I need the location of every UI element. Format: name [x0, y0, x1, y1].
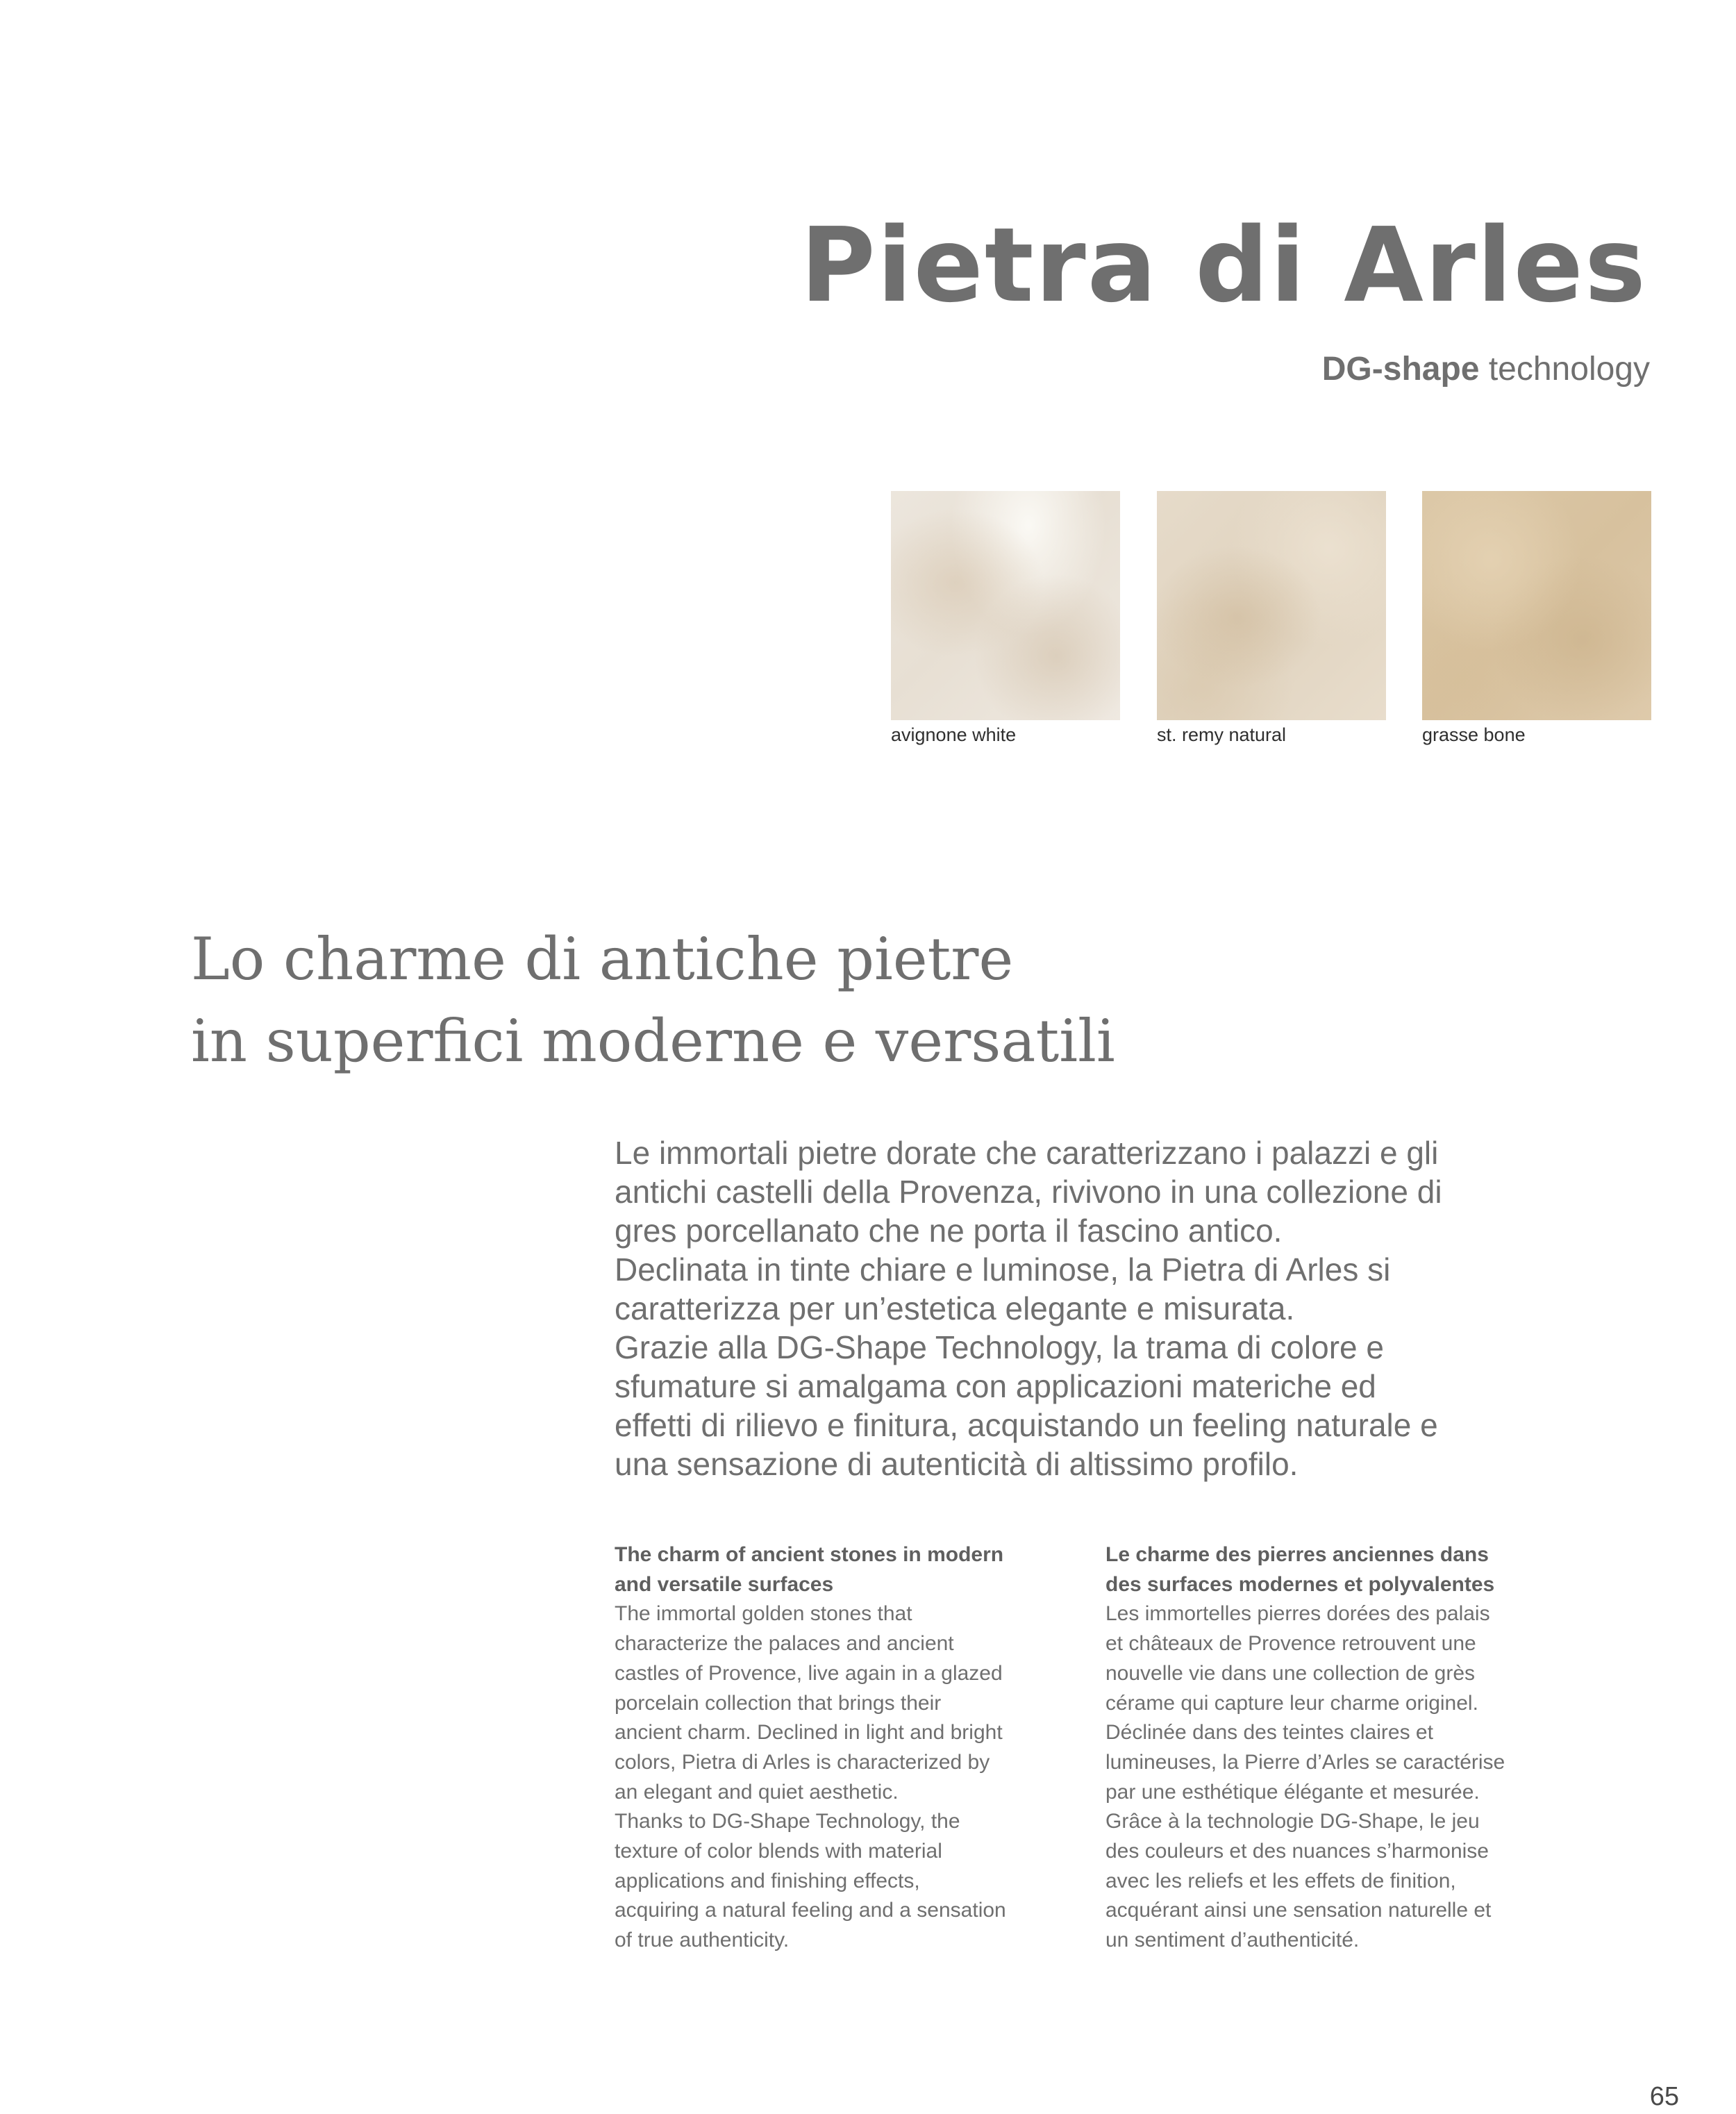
- intro-line: sfumature si amalgama con applicazioni materiche ed: [615, 1368, 1376, 1404]
- swatch-tile: [1422, 491, 1651, 720]
- page-title: Pietra di Arles: [800, 206, 1647, 325]
- french-body-line: Grâce à la technologie DG-Shape, le jeu: [1105, 1810, 1480, 1833]
- intro-line: antichi castelli della Provenza, rivivono in una collezione di: [615, 1174, 1442, 1210]
- intro-line: caratterizza per un’estetica elegante e misurata.: [615, 1290, 1295, 1326]
- english-body-line: an elegant and quiet aesthetic.: [615, 1780, 899, 1804]
- english-body-line: The immortal golden stones that: [615, 1602, 912, 1626]
- french-body-line: cérame qui capture leur charme originel.: [1105, 1691, 1478, 1715]
- french-body-line: avec les reliefs et les effets de finition,: [1105, 1869, 1456, 1892]
- swatch-grasse-bone: [1422, 491, 1651, 747]
- english-body-line: castles of Provence, live again in a glazed: [615, 1661, 1003, 1685]
- headline-line: Lo charme di antiche pietre: [191, 925, 1014, 993]
- intro-line: Grazie alla DG-Shape Technology, la trama di colore e: [615, 1329, 1384, 1365]
- swatch-tile: [1157, 491, 1386, 720]
- french-body-line: un sentiment d’authenticité.: [1105, 1929, 1360, 1952]
- intro-line: gres porcellanato che ne porta il fascino antico.: [615, 1213, 1283, 1249]
- french-body-line: nouvelle vie dans une collection de grès: [1105, 1661, 1476, 1685]
- swatch-label: avignone white: [891, 724, 1017, 745]
- intro-line: effetti di rilievo e finitura, acquistando un feeling naturale e: [615, 1407, 1438, 1443]
- french-body-line: des couleurs et des nuances s’harmonise: [1105, 1840, 1489, 1863]
- headline-line: in superfici moderne e versatili: [191, 1007, 1115, 1075]
- french-body-line: par une esthétique élégante et mesurée.: [1105, 1780, 1480, 1804]
- french-body-line: Déclinée dans des teintes claires et: [1105, 1721, 1433, 1745]
- technology-suffix: technology: [1479, 351, 1650, 388]
- intro-line: una sensazione di autenticità di altissimo profilo.: [615, 1446, 1299, 1482]
- french-body-line: lumineuses, la Pierre d’Arles se caractérise: [1105, 1750, 1505, 1774]
- english-body-line: acquiring a natural feeling and a sensation: [615, 1899, 1006, 1922]
- page-number: 65: [1649, 2082, 1679, 2111]
- english-body-line: texture of color blends with material: [615, 1840, 942, 1863]
- english-body-line: of true authenticity.: [615, 1929, 790, 1952]
- french-heading-line: des surfaces modernes et polyvalentes: [1105, 1572, 1495, 1596]
- french-column: [1105, 1540, 1578, 1956]
- english-body-line: porcelain collection that brings their: [615, 1691, 942, 1715]
- english-heading-line: The charm of ancient stones in modern: [615, 1543, 1004, 1566]
- technology-subtitle: [1322, 347, 1650, 392]
- english-heading-line: and versatile surfaces: [615, 1572, 834, 1596]
- section-headline: [191, 918, 1115, 1082]
- english-body-line: colors, Pietra di Arles is characterized by: [615, 1750, 990, 1774]
- swatch-label: grasse bone: [1422, 724, 1526, 745]
- swatch-st-remy-natural: [1157, 491, 1386, 747]
- french-body-line: et châteaux de Provence retrouvent une: [1105, 1632, 1476, 1656]
- english-body-line: characterize the palaces and ancient: [615, 1632, 954, 1656]
- french-body-line: acquérant ainsi une sensation naturelle et: [1105, 1899, 1492, 1922]
- swatch-tile: [891, 491, 1120, 720]
- intro-line: Le immortali pietre dorate che caratterizzano i palazzi e gli: [615, 1135, 1439, 1171]
- english-body-line: Thanks to DG-Shape Technology, the: [615, 1810, 960, 1833]
- swatch-avignone-white: [891, 491, 1120, 747]
- english-column: [615, 1540, 1087, 1956]
- french-heading-line: Le charme des pierres anciennes dans: [1105, 1543, 1489, 1566]
- french-body-line: Les immortelles pierres dorées des palais: [1105, 1602, 1490, 1626]
- technology-brand: DG-shape: [1321, 351, 1480, 388]
- swatch-label: st. remy natural: [1157, 724, 1287, 745]
- intro-paragraph-italian: [615, 1133, 1601, 1483]
- english-body-line: ancient charm. Declined in light and bright: [615, 1721, 1003, 1745]
- english-body-line: applications and finishing effects,: [615, 1869, 920, 1892]
- intro-line: Declinata in tinte chiare e luminose, la Pietra di Arles si: [615, 1251, 1391, 1288]
